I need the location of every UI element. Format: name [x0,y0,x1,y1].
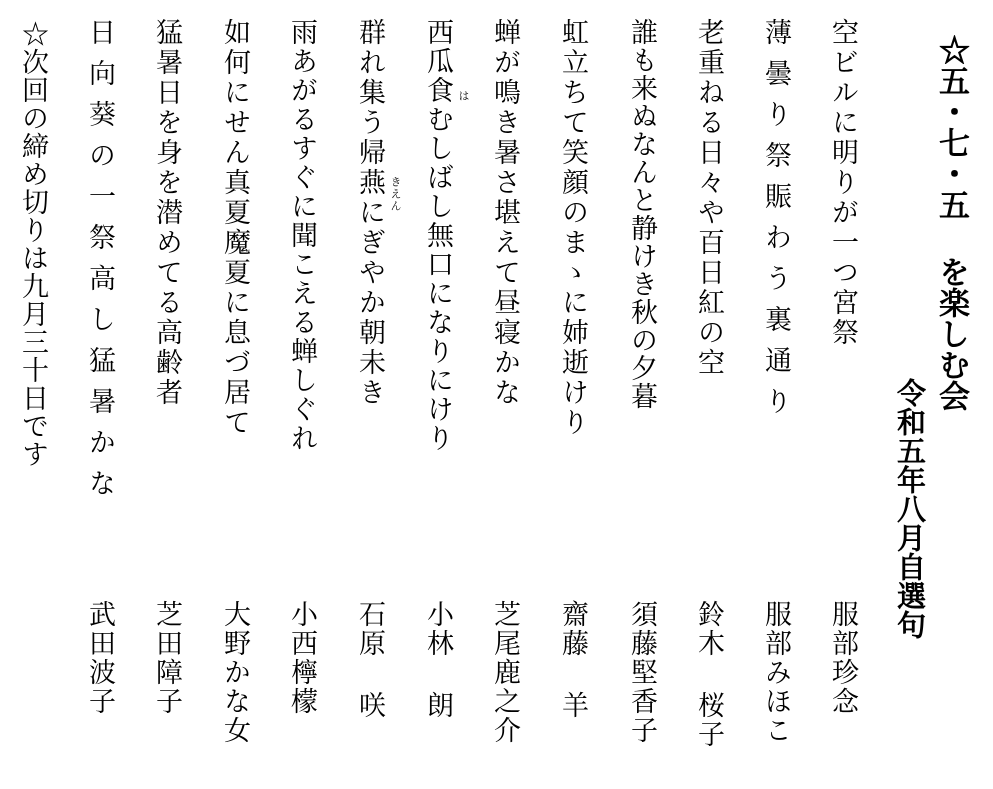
poem-2-author: 服部みほこ [760,600,791,745]
poem-8-author: 石原 咲 [354,600,385,720]
poem-2-text: 薄曇り祭賑わう裏通り [760,18,791,428]
poem-9-text: 雨あがるすぐに聞こえる蝉しぐれ [286,18,317,453]
poem-8-text: 群れ集う帰燕にぎやか朝未き [354,18,385,408]
poem-4-text: 誰も来ぬなんと静けき秋の夕暮 [626,18,657,410]
poem-3-author: 鈴木 桜子 [693,600,724,749]
poem-7-text: 西瓜食むしばし無口になりにけり [422,18,453,453]
poem-5-text: 虹立ちて笑顔のまゝに姉逝けり [557,18,588,438]
poem-10-author: 大野かな女 [219,600,250,745]
poem-11-text: 猛暑日を身を潜めてる高齢者 [151,18,182,408]
poem-5-author: 齋藤 羊 [557,600,588,720]
poem-7-author: 小林 朗 [422,600,453,720]
poem-1-text: 空ビルに明りが一つ宮祭 [827,18,858,348]
page-title: ☆五・七・五 を楽しむ会 [933,34,969,411]
poem-7-ruby: は [457,90,470,102]
poem-8-ruby: きえん [389,176,402,212]
poem-1-author: 服部珍念 [827,600,858,716]
date-line: 令和五年八月自選句 [893,378,927,639]
poem-12-author: 武田波子 [84,600,115,716]
poem-11-author: 芝田障子 [151,600,182,716]
poem-12-text: 日向葵の一祭高し猛暑かな [84,18,115,510]
poem-4-author: 須藤堅香子 [626,600,657,745]
poem-6-text: 蝉が鳴き暑さ堪えて昼寝かな [489,18,520,408]
closing-note: ☆次回の締め切りは九月三十日です [17,20,48,468]
poem-10-text: 如何にせん真夏魔夏に息づ居て [219,18,250,438]
poem-3-text: 老重ねる日々や百日紅の空 [693,18,724,378]
poem-6-author: 芝尾鹿之介 [489,600,520,745]
poem-9-author: 小西檸檬 [286,600,317,716]
